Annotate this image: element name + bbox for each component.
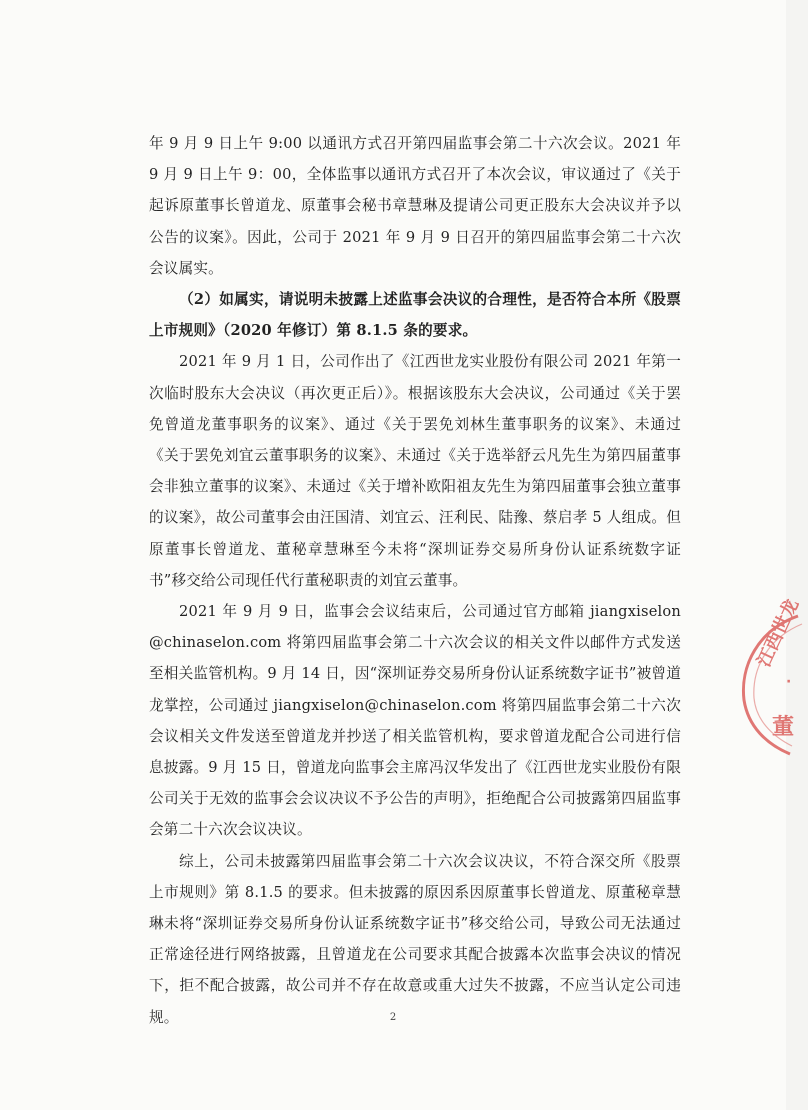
paragraph-meeting-confirmation: 年 9 月 9 日上午 9:00 以通讯方式召开第四届监事会第二十六次会议。2021 年 9 月 9 日上午 9：00，全体监事以通讯方式召开了本次会议，审议通过了《关于起诉原董事长曾道龙、原董事会秘书章慧琳及提请公司更正股东大会决议并予以公告的议案》。因此，公司于 2021 年 9 月 9 日召开的第四届监事会第二十六次会议属实。 bbox=[149, 135, 681, 277]
paragraph-email-disclosure: 2021 年 9 月 9 日，监事会会议结束后，公司通过官方邮箱 jiangxiselon@chinaselon.com 将第四届监事会第二十六次会议的相关文件以邮件方式发送至相关监管机构。9 月 14 日，因“深圳证券交易所身份认证系统数字证书”被曾道龙掌控，公司通过 jiangxiselon@chinaselon.com 将第四届监事会第二十六次会议相关文件发送至曾道龙并抄送了相关监管机构，要求曾道龙配合公司进行信息披露。9 月 15 日，曾道龙向监事会主席冯汉华发出了《江西世龙实业股份有限公司关于无效的监事会会议决议不予公告的声明》，拒绝配合公司披露第四届监事会第二十六次会议决议。 bbox=[149, 603, 681, 839]
page-number: 2 bbox=[389, 1012, 397, 1023]
company-seal-icon bbox=[728, 595, 808, 758]
seal-text-top: 江西世龙 bbox=[753, 595, 803, 671]
paragraph-conclusion: 综上，公司未披露第四届监事会第二十六次会议决议，不符合深交所《股票上市规则》第 8.1.5 的要求。但未披露的原因系因原董事长曾道龙、原董秘章慧琳未将“深圳证券交易所身份认证系统数字证书”移交给公司，导致公司无法通过正常途径进行网络披露，且曾道龙在公司要求其配合披露本次监事会决议的情况下，拒不配合披露，故公司并不存在故意或重大过失不披露，不应当认定公司违规。 bbox=[149, 852, 681, 1026]
seal-text-bottom: 董 bbox=[772, 715, 795, 740]
document-body bbox=[149, 128, 681, 1033]
question-heading: （2）如属实，请说明未披露上述监事会决议的合理性，是否符合本所《股票上市规则》（2020 年修订）第 8.1.5 条的要求。 bbox=[149, 291, 681, 340]
svg-text:·: · bbox=[786, 674, 792, 690]
paragraph-shareholder-resolution: 2021 年 9 月 1 日，公司作出了《江西世龙实业股份有限公司 2021 年第一次临时股东大会决议（再次更正后）》。根据该股东大会决议，公司通过《关于罢免曾道龙董事职务的议案》、通过《关于罢免刘林生董事职务的议案》、未通过《关于罢免刘宜云董事职务的议案》、未通过《关于选举舒云凡先生为第四届董事会非独立董事的议案》、未通过《关于增补欧阳祖友先生为第四届董事会独立董事的议案》，故公司董事会由汪国清、刘宜云、汪利民、陆豫、蔡启孝 5 人组成。但原董事长曾道龙、董秘章慧琳至今未将“深圳证券交易所身份认证系统数字证书”移交给公司现任代行董秘职责的刘宜云董事。 bbox=[149, 353, 681, 589]
